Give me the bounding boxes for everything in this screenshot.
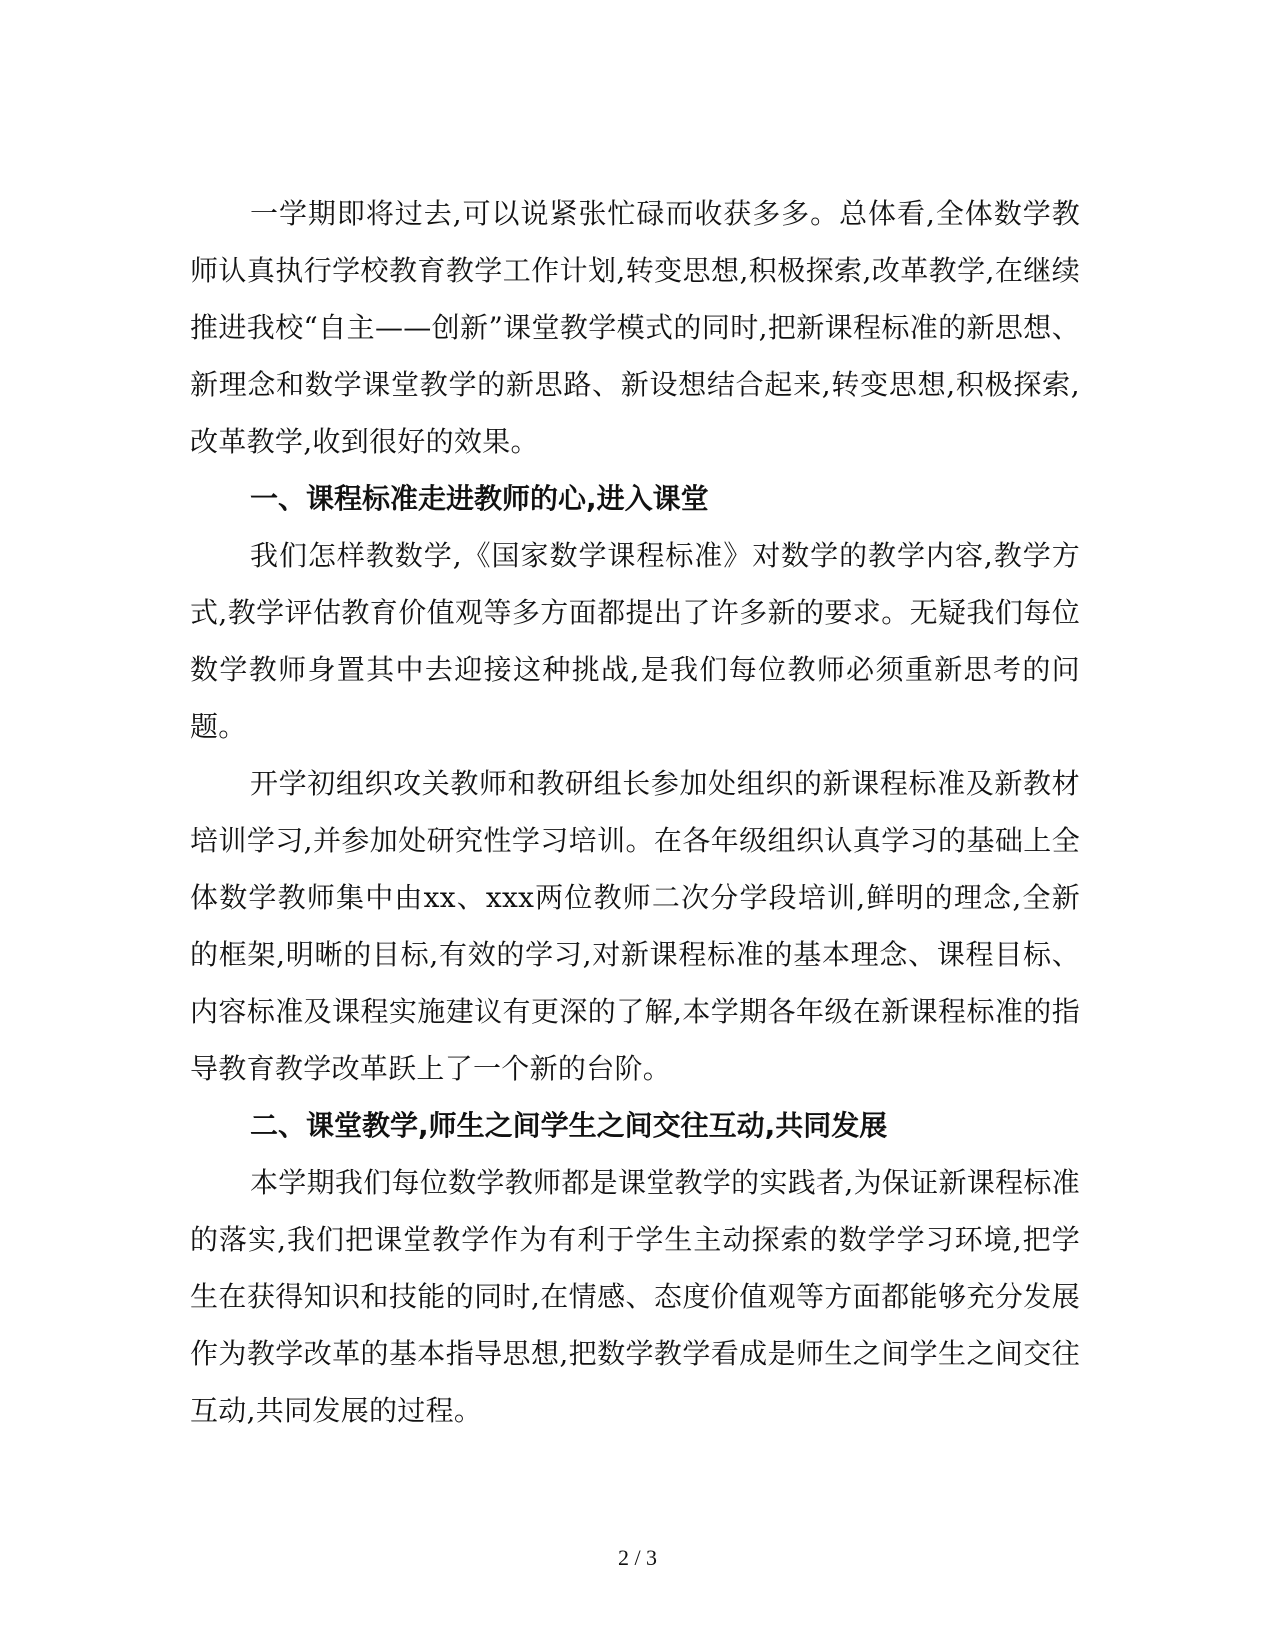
document-body xyxy=(190,185,1080,1439)
intro-paragraph: 一学期即将过去,可以说紧张忙碌而收获多多。总体看,全体数学教师认真执行学校教育教学工作计划,转变思想,积极探索,改革教学,在继续推进我校“自主——创新”课堂教学模式的同时,把新课程标准的新思想、新理念和数学课堂教学的新思路、新设想结合起来,转变思想,积极探索,改革教学,收到很好的效果。 xyxy=(190,197,1080,458)
page-number: 2 / 3 xyxy=(617,1545,658,1570)
section-1-paragraph-2: 开学初组织攻关教师和教研组长参加处组织的新课程标准及新教材培训学习,并参加处研究性学习培训。在各年级组织认真学习的基础上全体数学教师集中由xx、xxx两位教师二次分学段培训,鲜明的理念,全新的框架,明晰的目标,有效的学习,对新课程标准的基本理念、课程目标、内容标准及课程实施建议有更深的了解,本学期各年级在新课程标准的指导教育教学改革跃上了一个新的台阶。 xyxy=(190,767,1080,1085)
section-2-paragraph-1: 本学期我们每位数学教师都是课堂教学的实践者,为保证新课程标准的落实,我们把课堂教学作为有利于学生主动探索的数学学习环境,把学生在获得知识和技能的同时,在情感、态度价值观等方面都能够充分发展作为教学改革的基本指导思想,把数学教学看成是师生之间学生之间交往互动,共同发展的过程。 xyxy=(190,1166,1080,1427)
section-1-heading: 一、课程标准走进教师的心,进入课堂 xyxy=(250,482,709,515)
section-2-heading: 二、课堂教学,师生之间学生之间交往互动,共同发展 xyxy=(250,1109,888,1142)
section-1-paragraph-1: 我们怎样教数学,《国家数学课程标准》对数学的教学内容,教学方式,教学评估教育价值观等多方面都提出了许多新的要求。无疑我们每位数学教师身置其中去迎接这种挑战,是我们每位教师必须重新思考的问题。 xyxy=(190,539,1080,743)
